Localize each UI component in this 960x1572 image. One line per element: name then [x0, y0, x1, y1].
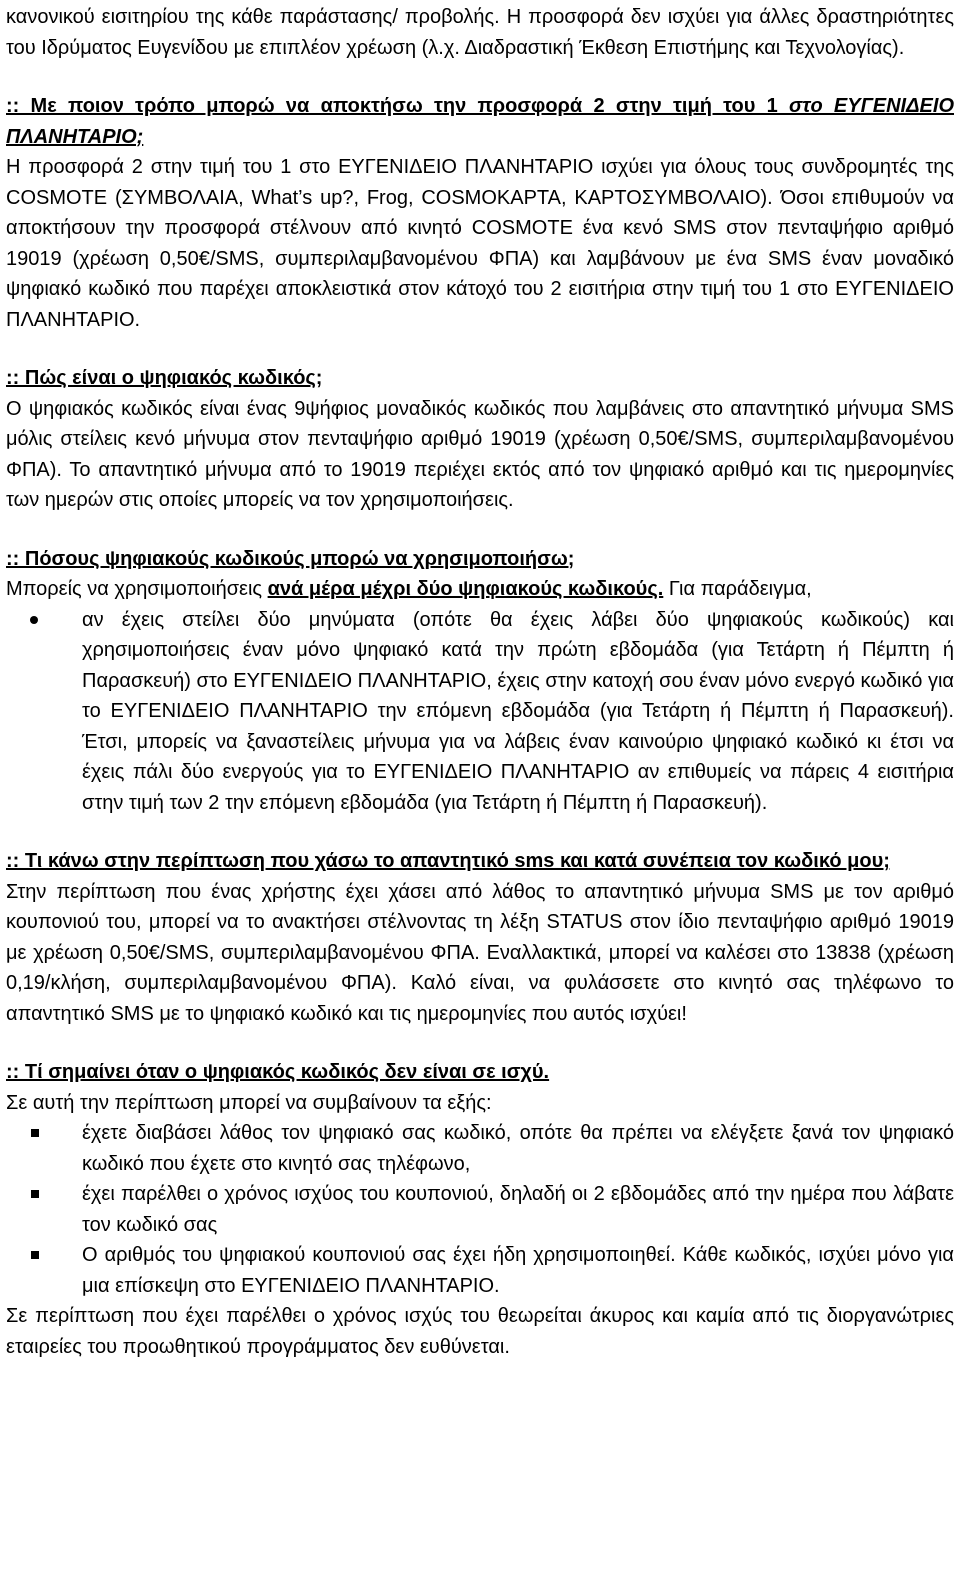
spacer [6, 335, 954, 363]
section-heading-digital-code: :: Πώς είναι ο ψηφιακός κωδικός; [6, 367, 323, 389]
lead-emphasis: ανά μέρα μέχρι δύο ψηφιακούς κωδικούς. [267, 578, 664, 600]
square-bullet-icon [31, 1129, 39, 1137]
intro-paragraph: κανονικού εισιτηρίου της κάθε παράστασης/ προβολής. Η προσφορά δεν ισχύει για άλλες δραστηριότητες του Ιδρύματος Ευγενίδου με επιπλέον χρέωση (λ.χ. Διαδραστική Έκθεση Επιστήμης και Τεχνολογίας). [6, 6, 954, 59]
spacer [6, 63, 954, 91]
example-list [6, 605, 954, 819]
section-body-lost-sms: Στην περίπτωση που ένας χρήστης έχει χάσει από λάθος το απαντητικό μήνυμα SMS με τον αριθμό κουπονιού του, μπορεί να το ανακτήσει στέλνοντας τη λέξη STATUS στον ίδιο πενταψήφιο αριθμό 19019 με χρέωση 0,50€/SMS, συμπεριλαμβανομένου ΦΠΑ. Εναλλακτικά, μπορεί να καλέσει στο 13838 (χρέωση 0,19/κλήση, συμπεριλαμβανομένου ΦΠΑ). Καλό είναι, να φυλάσσετε στο κινητό σας τηλέφωνο το απαντητικό SMS με το ψηφιακό κωδικό και τις ημερομηνίες που αυτός ισχύει! [6, 880, 954, 1025]
section-heading-offer-how [6, 91, 954, 152]
spacer [6, 818, 954, 846]
section-heading-lost-sms: :: Τι κάνω στην περίπτωση που χάσω το απαντητικό sms και κατά συνέπεια τον κωδικό μου; [6, 850, 890, 872]
lead-text: Μπορείς να χρησιμοποιήσεις [6, 578, 268, 600]
list-item [6, 605, 954, 819]
section-lead-code-count [6, 574, 954, 605]
heading-text-italic: στο ΕΥΓΕΝΙΔΕΙΟ ΠΛΑΝΗΤΑΡΙΟ; [6, 95, 954, 148]
list-item [6, 1118, 954, 1179]
spacer [6, 516, 954, 544]
square-bullet-icon [31, 1251, 39, 1259]
lead-after: Για παράδειγμα, [663, 578, 812, 600]
list-item-text: αν έχεις στείλει δύο μηνύματα (οπότε θα έχεις λάβει δύο ψηφιακούς κωδικούς) και χρησιμοποιήσεις έναν μόνο ψηφιακό κατά την πρώτη εβδομάδα (για Τετάρτη ή Πέμπτη ή Παρασκευή) στο ΕΥΓΕΝΙΔΕΙΟ ΠΛΑΝΗΤΑΡΙΟ, έχεις στην κατοχή σου έναν μόνο ενεργό κωδικό για το ΕΥΓΕΝΙΔΕΙΟ ΠΛΑΝΗΤΑΡΙΟ την επόμενη εβδομάδα (για Τετάρτη ή Πέμπτη ή Παρασκευή). Έτσι, μπορείς να ξαναστείλεις μήνυμα για να λάβεις έναν καινούριο ψηφιακό κωδικό κι έτσι να έχεις πάλι δύο ενεργούς για το ΕΥΓΕΝΙΔΕΙΟ ΠΛΑΝΗΤΑΡΙΟ αν επιθυμείς να πάρεις 4 εισιτήρια στην τιμή των 2 την επόμενη εβδομάδα (για Τετάρτη ή Πέμπτη ή Παρασκευή). [82, 608, 954, 814]
section-body-offer-how: Η προσφορά 2 στην τιμή του 1 στο ΕΥΓΕΝΙΔΕΙΟ ΠΛΑΝΗΤΑΡΙΟ ισχύει για όλους τους συνδρομητές της COSMOTE (ΣΥΜΒΟΛΑΙΑ, What’s up?, Frog, COSMOΚΑΡΤΑ, ΚΑΡΤΟΣΥΜΒΟΛΑΙΟ). Όσοι επιθυμούν να αποκτήσουν την προσφορά στέλνουν από κινητό COSMOTE ένα κενό SMS στον πενταψήφιο αριθμό 19019 (χρέωση 0,50€/SMS, συμπεριλαμβανομένου ΦΠΑ) και λαμβάνουν με ένα SMS έναν μοναδικό ψηφιακό κωδικό που παρέχει αποκλειστικά στον κάτοχό του 2 εισιτήρια στην τιμή του 1 στο ΕΥΓΕΝΙΔΕΙΟ ΠΛΑΝΗΤΑΡΙΟ. [6, 156, 954, 331]
section-heading-code-count: :: Πόσους ψηφιακούς κωδικούς μπορώ να χρησιμοποιήσω; [6, 547, 575, 570]
section-lead-invalid-code: Σε αυτή την περίπτωση μπορεί να συμβαίνουν τα εξής: [6, 1091, 492, 1114]
list-item [6, 1179, 954, 1240]
square-bullet-icon [31, 1190, 39, 1198]
heading-text: :: Με ποιον τρόπο μπορώ να αποκτήσω την προσφορά 2 στην τιμή του 1 [6, 95, 789, 117]
list-item [6, 1240, 954, 1301]
list-item-text: έχετε διαβάσει λάθος τον ψηφιακό σας κωδικό, οπότε θα πρέπει να ελέγξετε ξανά τον ψηφιακό κωδικό που έχετε στο κινητό σας τηλέφωνο, [82, 1122, 954, 1175]
bullet-icon [30, 616, 38, 624]
section-body-digital-code: Ο ψηφιακός κωδικός είναι ένας 9ψήφιος μοναδικός κωδικός που λαμβάνεις στο απαντητικό μήνυμα SMS μόλις στείλεις κενό μήνυμα στον πενταψήφιο αριθμό 19019 (χρέωση 0,50€/SMS, συμπεριλαμβανομένου ΦΠΑ). Το απαντητικό μήνυμα από το 19019 περιέχει εκτός από τον ψηφιακό αριθμό και τις ημερομηνίες των ημερών στις οποίες μπορείς να τον χρησιμοποιήσεις. [6, 397, 954, 511]
section-heading-invalid-code: :: Τί σημαίνει όταν ο ψηφιακός κωδικός δεν είναι σε ισχύ. [6, 1061, 550, 1083]
section-closing-invalid-code: Σε περίπτωση που έχει παρέλθει ο χρόνος ισχύς του θεωρείται άκυρος και καμία από τις διοργανώτριες εταιρείες του προωθητικού προγράμματος δεν ευθύνεται. [6, 1305, 954, 1358]
spacer [6, 1029, 954, 1057]
reasons-list [6, 1118, 954, 1301]
list-item-text: έχει παρέλθει ο χρόνος ισχύος του κουπονιού, δηλαδή οι 2 εβδομάδες από την ημέρα που λάβατε τον κωδικό σας [82, 1183, 954, 1236]
list-item-text: Ο αριθμός του ψηφιακού κουπονιού σας έχει ήδη χρησιμοποιηθεί. Κάθε κωδικός, ισχύει μόνο για μια επίσκεψη στο ΕΥΓΕΝΙΔΕΙΟ ΠΛΑΝΗΤΑΡΙΟ. [82, 1244, 954, 1297]
